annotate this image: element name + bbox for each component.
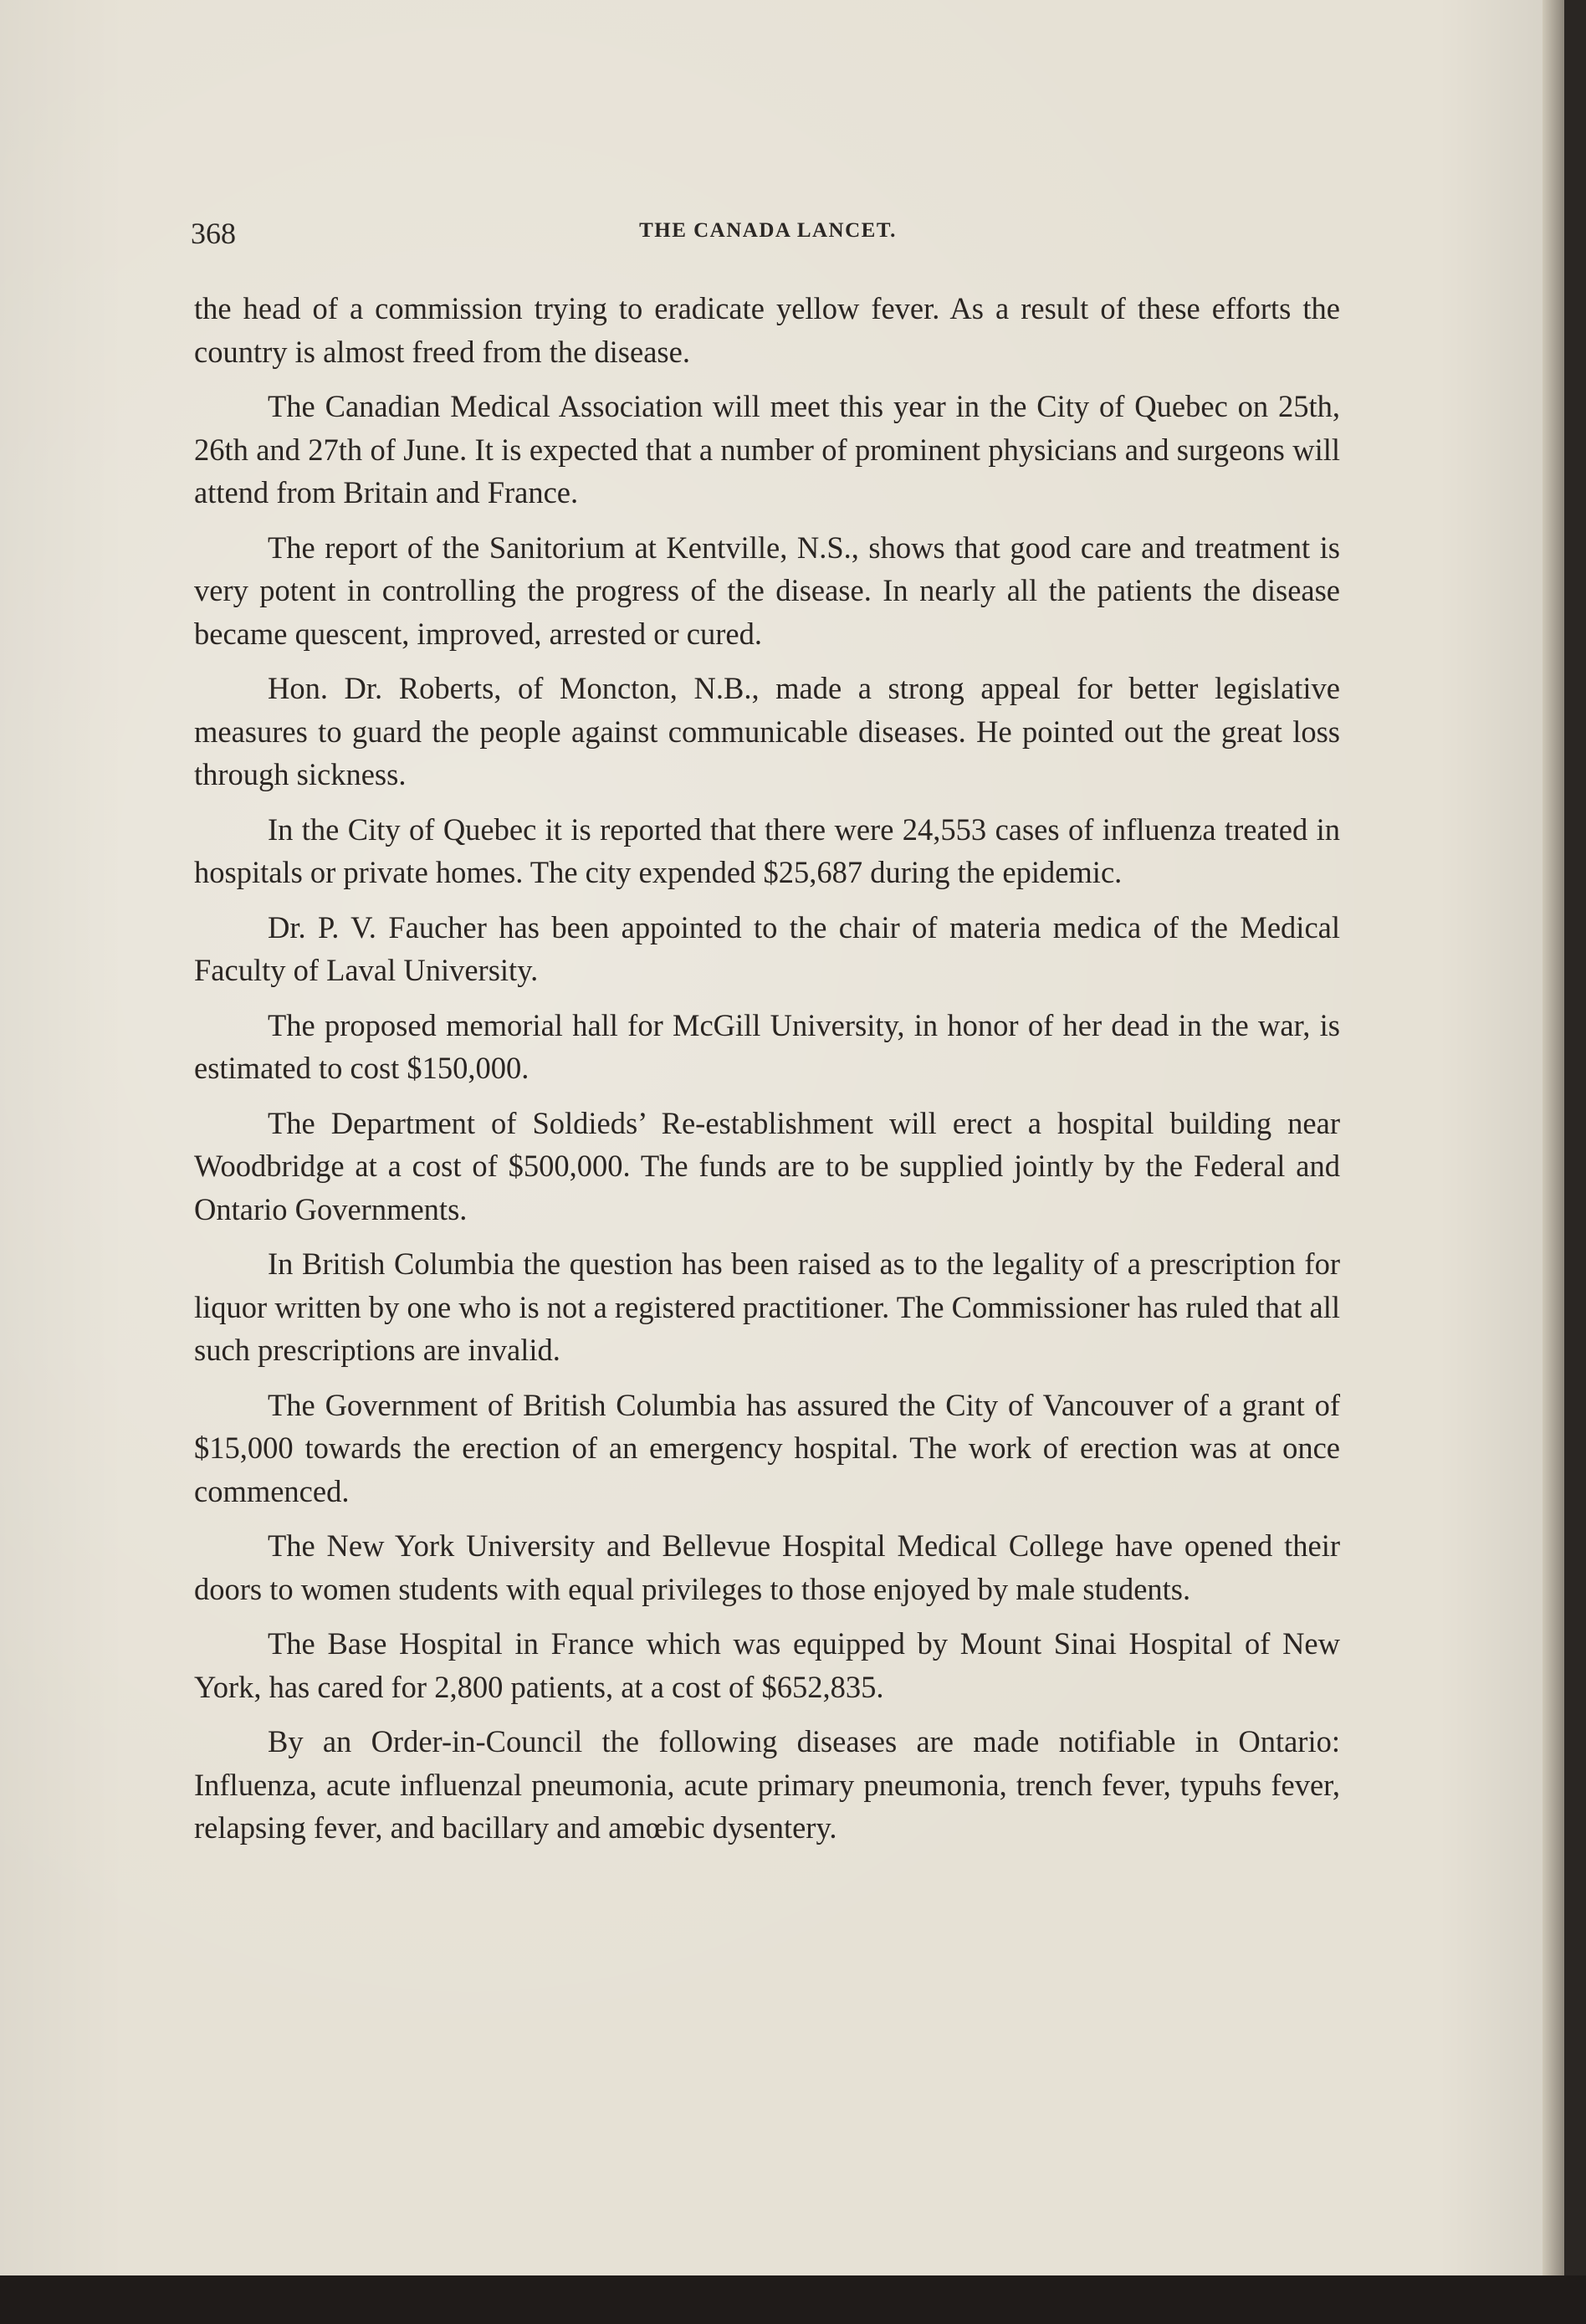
scan-bottom-border (0, 2275, 1586, 2324)
page-header (191, 216, 1345, 249)
paragraph-dr-roberts: Hon. Dr. Roberts, of Moncton, N.B., made a strong appeal for better legislative measures to guard the people against communicable diseases. He pointed out the great loss through sickness. (194, 671, 1340, 791)
paragraph-cma-meeting: The Canadian Medical Association will meet this year in the City of Quebec on 25th, 26th and 27th of June. It is expected that a number of prominent physicians and surgeons will attend from Britain and France. (194, 389, 1340, 509)
paragraph-bc-prescriptions: In British Columbia the question has been raised as to the legality of a prescription for liquor written by one who is not a registered practitioner. The Commissioner has ruled that all such prescriptions are invalid. (194, 1246, 1340, 1367)
article-body (194, 287, 1340, 1861)
paragraph-notifiable-diseases: By an Order-in-Council the following diseases are made notifiable in Ontario: Influenza, acute influenzal pneumonia, acute primary pneumonia, trench fever, typuhs fever, relapsing fever, and bacillary and amœbic dysentery. (194, 1724, 1340, 1845)
page-edge-shadow (1543, 0, 1564, 2275)
paragraph-mount-sinai: The Base Hospital in France which was equipped by Mount Sinai Hospital of New York, has cared for 2,800 patients, at a cost of $652,835. (194, 1626, 1340, 1704)
paragraph-quebec-influenza: In the City of Quebec it is reported that there were 24,553 cases of influenza treated in hospitals or private homes. The city expended $25,687 during the epidemic. (194, 811, 1340, 889)
paragraph-kentville-sanitorium: The report of the Sanitorium at Kentville, N.S., shows that good care and treatment is very potent in controlling the progress of the disease. In nearly all the patients the disease became quescent, improved, arrested or cured. (194, 530, 1340, 651)
paragraph-woodbridge-hospital: The Department of Soldieds’ Re-establishment will erect a hospital building near Woodbridge at a cost of $500,000. The funds are to be supplied jointly by the Federal and Ontario Governments. (194, 1105, 1340, 1226)
paragraph-dr-faucher: Dr. P. V. Faucher has been appointed to the chair of materia medica of the Medical Faculty of Laval University. (194, 909, 1340, 987)
page-number: 368 (191, 217, 236, 250)
paragraph-nyu-bellevue: The New York University and Bellevue Hospital Medical College have opened their doors to women students with equal privileges to those enjoyed by male students. (194, 1528, 1340, 1606)
paragraph-mcgill-memorial: The proposed memorial hall for McGill University, in honor of her dead in the war, is estimated to cost $150,000. (194, 1007, 1340, 1085)
running-title: THE CANADA LANCET. (639, 219, 897, 242)
paragraph-yellow-fever: the head of a commission trying to eradicate yellow fever. As a result of these efforts the country is almost freed from the disease. (194, 291, 1340, 369)
paragraph-vancouver-hospital: The Government of British Columbia has assured the City of Vancouver of a grant of $15,000 towards the erection of an emergency hospital. The work of erection was at once commenced. (194, 1387, 1340, 1508)
